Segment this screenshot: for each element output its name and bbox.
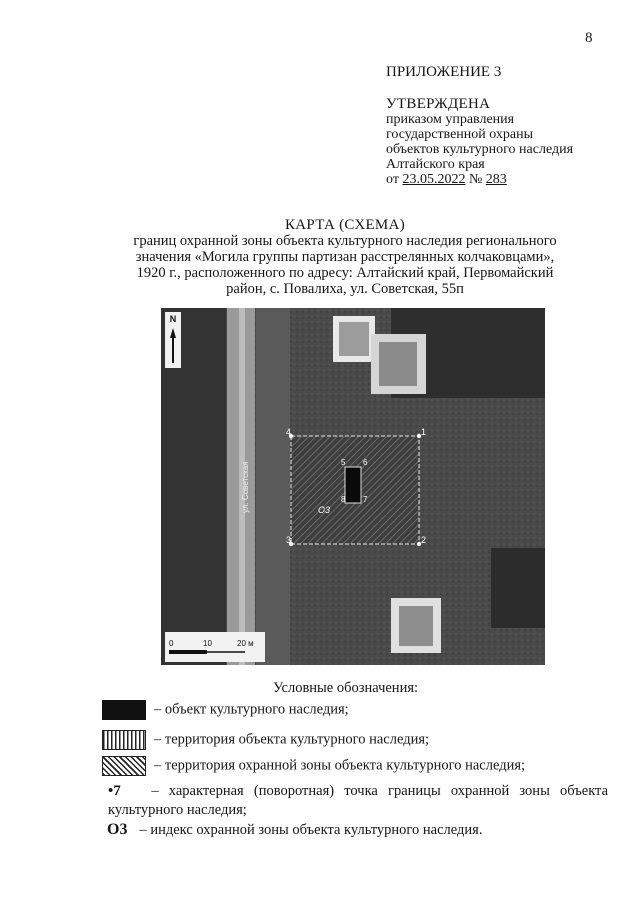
legend-item-point (108, 782, 608, 820)
dark-patch-right (491, 548, 545, 628)
approval-date: 23.05.2022 (402, 172, 466, 187)
building-bottom-roof (399, 606, 433, 646)
appendix-label: ПРИЛОЖЕНИЕ 3 (386, 64, 502, 80)
point-label: 7 (363, 495, 368, 504)
legend-text: – территория охранной зоны объекта культурного наследия; (154, 757, 526, 774)
point-label: 5 (341, 458, 346, 467)
zone-index-label: О3 (318, 505, 331, 515)
date-prefix: от (386, 172, 403, 187)
approval-line: приказом управления (386, 112, 515, 127)
point-label: 1 (421, 427, 427, 437)
document-title (110, 217, 580, 297)
point-label: 8 (341, 495, 346, 504)
heritage-object (345, 467, 361, 503)
title-line: район, с. Повалиха, ул. Советская, 55п (226, 281, 464, 297)
title-line: 1920 г., расположенного по адресу: Алтайский край, Первомайский (136, 265, 554, 281)
swatch-object (102, 700, 146, 720)
map-svg (161, 308, 545, 665)
approval-number: 283 (485, 172, 507, 187)
street-label: ул. Советская (241, 461, 250, 513)
roadside-strip (256, 308, 290, 665)
legend-title: Условные обозначения: (273, 680, 419, 696)
legend-item-zone (102, 756, 525, 776)
north-label: N (169, 314, 177, 324)
point-label: 2 (421, 535, 427, 545)
title-line: значения «Могила группы партизан расстрелянных колчаковцами», (135, 249, 555, 265)
legend-item-territory (102, 730, 429, 750)
legend-text: – индекс охранной зоны объекта культурного наследия. (139, 822, 483, 838)
legend-item-index (107, 821, 482, 839)
swatch-zone (102, 756, 146, 776)
point-label: 4 (286, 427, 292, 437)
legend-text: – объект культурного наследия; (154, 701, 349, 718)
legend-text: – характерная (поворотная) точка границы охранной зоны объекта культурного наследия; (108, 783, 609, 818)
point-marker: •7 (108, 783, 121, 799)
scale-tick: 20 м (237, 639, 254, 648)
page-number: 8 (585, 30, 593, 46)
point-label: 3 (286, 535, 292, 545)
scale-tick: 10 (203, 639, 212, 648)
approval-heading: УТВЕРЖДЕНА (386, 96, 491, 112)
approval-line: государственной охраны (386, 127, 534, 142)
point-label: 6 (363, 458, 368, 467)
approval-line: объектов культурного наследия (386, 142, 574, 157)
building-top-roof (339, 322, 369, 356)
swatch-territory (102, 730, 146, 750)
approval-date-line (386, 172, 573, 187)
title-line: КАРТА (СХЕМА) (284, 217, 406, 233)
approval-block (386, 97, 573, 187)
building-right-roof (379, 342, 417, 386)
aerial-map (161, 308, 545, 665)
scale-bar-segment (169, 650, 207, 654)
legend-text: – территория объекта культурного наследия; (154, 731, 430, 748)
index-code: О3 (107, 821, 128, 838)
approval-line: Алтайского края (386, 157, 485, 172)
number-prefix: № (465, 172, 486, 187)
legend-item-object (102, 700, 349, 720)
scale-tick: 0 (169, 639, 174, 648)
title-line: границ охранной зоны объекта культурного наследия регионального (133, 233, 557, 249)
